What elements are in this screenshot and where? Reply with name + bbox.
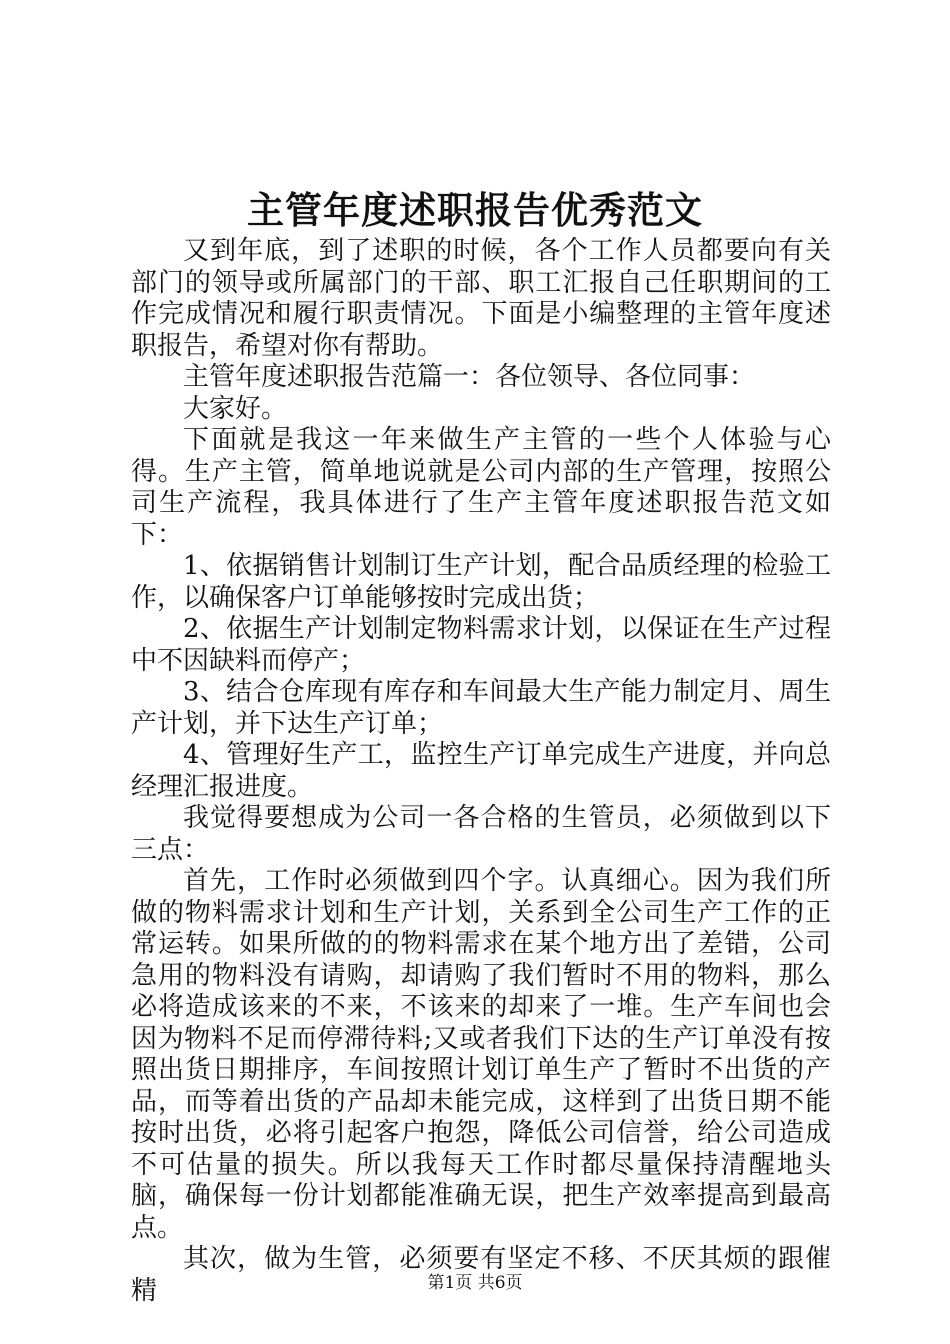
- paragraph: 4、管理好生产工，监控生产订单完成生产进度，并向总经理汇报进度。: [131, 740, 831, 802]
- paragraph: 1、依据销售计划制订生产计划，配合品质经理的检验工作，以确保客户订单能够按时完成出货；: [131, 551, 831, 613]
- paragraph: 主管年度述职报告范篇一：各位领导、各位同事：: [183, 362, 756, 392]
- paragraph: 我觉得要想成为公司一各合格的生管员，必须做到以下三点：: [131, 803, 831, 865]
- paragraph: 下面就是我这一年来做生产主管的一些个人体验与心得。生产主管，简单地说就是公司内部的生产管理，按照公司生产流程，我具体进行了生产主管年度述职报告范文如下：: [131, 425, 831, 550]
- document-body: [131, 236, 831, 1307]
- document-title: 主管年度述职报告优秀范文: [247, 188, 703, 232]
- paragraph: 首先，工作时必须做到四个字。认真细心。因为我们所做的物料需求计划和生产计划，关系到全公司生产工作的正常运转。如果所做的的物料需求在某个地方出了差错，公司急用的物料没有请购，却请购了我们暂时不用的物料，那么必将造成该来的不来，不该来的却来了一堆。生产车间也会因为物料不足而停滞待料;又或者我们下达的生产订单没有按照出货日期排序，车间按照计划订单生产了暂时不出货的产品，而等着出货的产品却未能完成，这样到了出货日期不能按时出货，必将引起客户抱怨，降低公司信誉，给公司造成不可估量的损失。所以我每天工作时都尽量保持清醒地头脑，确保每一份计划都能准确无误，把生产效率提高到最高点。: [131, 866, 831, 1243]
- paragraph: 又到年底，到了述职的时候，各个工作人员都要向有关部门的领导或所属部门的干部、职工汇报自己任职期间的工作完成情况和履行职责情况。下面是小编整理的主管年度述职报告，希望对你有帮助。: [131, 236, 831, 361]
- page-footer: 第1页 共6页: [427, 1273, 523, 1293]
- paragraph: 2、依据生产计划制定物料需求计划，以保证在生产过程中不因缺料而停产；: [131, 614, 831, 676]
- paragraph: 3、结合仓库现有库存和车间最大生产能力制定月、周生产计划，并下达生产订单；: [131, 677, 831, 739]
- paragraph: 其次，做为生管，必须要有坚定不移、不厌其烦的跟催精: [131, 1244, 831, 1306]
- paragraph: 大家好。: [183, 393, 288, 424]
